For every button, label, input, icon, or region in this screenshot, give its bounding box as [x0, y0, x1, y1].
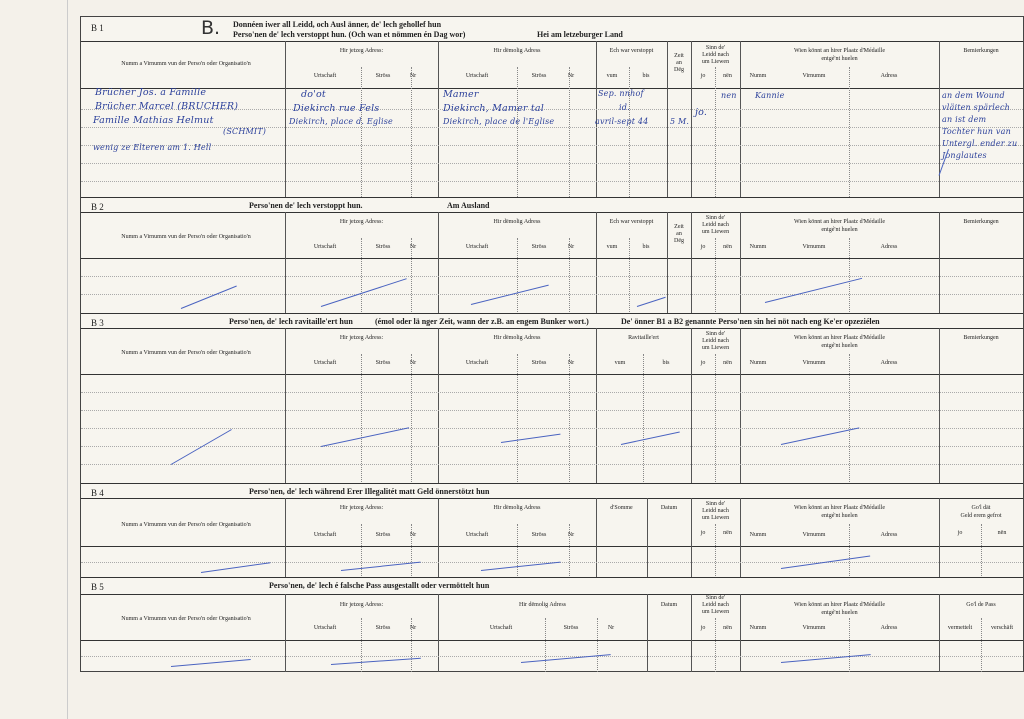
- header-zeit-deg: Dëg: [674, 67, 684, 73]
- section-code: B 3: [91, 318, 104, 328]
- header-nr-then: Nr: [567, 244, 575, 250]
- header-alive: Sinn de': [705, 215, 726, 221]
- header-nr: Nr: [409, 532, 417, 538]
- header-zeit-an: an: [676, 60, 682, 66]
- header-jo: jo: [700, 73, 706, 79]
- header-alive: Sinn de': [705, 595, 726, 601]
- header-then-address: Hir dëmolig Adress: [493, 505, 541, 511]
- hw-alive-jo: jo.: [695, 107, 708, 118]
- header-alive-2: Leidd nach: [702, 508, 729, 514]
- header-street-then: Ströss: [531, 532, 547, 538]
- header-jo: jo: [700, 625, 706, 631]
- hw-name-5: wenig ze Elteren am 1. Hell: [93, 143, 212, 152]
- header-street-then: Ströss: [531, 73, 547, 79]
- header-street-then: Ströss: [531, 244, 547, 250]
- header-virnumm: Virnumm: [802, 532, 826, 538]
- header-street: Ströss: [375, 532, 391, 538]
- header-from: vum: [606, 73, 618, 79]
- section-title: Donnéen iwer all Leidd, och Ausl änner, de' lech gehollef hun: [233, 20, 442, 29]
- header-street: Ströss: [375, 73, 391, 79]
- header-nr: Nr: [409, 360, 417, 366]
- form-letter: B.: [201, 17, 221, 39]
- header-jo: jo: [700, 360, 706, 366]
- hw-hidden-2: id.: [619, 103, 630, 112]
- section-region: Am Ausland: [447, 201, 490, 210]
- hw-name-4: (SCHMIT): [223, 127, 267, 136]
- cancel-stroke: [171, 429, 232, 465]
- header-from: vum: [614, 360, 626, 366]
- section-subtitle: Perso'nen de' lech verstoppt hun. (Och wan et nömmen én Dag wor): [233, 30, 466, 39]
- header-alive-3: um Liewen: [701, 229, 730, 235]
- header-adress: Adress: [880, 73, 898, 79]
- hw-days: 5 M.: [670, 117, 690, 126]
- header-alive-2: Leidd nach: [702, 602, 729, 608]
- section-b4: [81, 483, 1023, 578]
- section-title: Perso'nen, de' lech ravitaille'ert hun: [229, 317, 353, 326]
- header-to: bis: [662, 360, 670, 366]
- header-virnumm: Virnumm: [802, 73, 826, 79]
- header-current-address: Hir jetzeg Adress:: [339, 48, 384, 54]
- hw-hidden-3: avril-sept 44: [595, 117, 649, 126]
- header-to: bis: [642, 73, 650, 79]
- hw-name-2: Brücher Marcel (BRUCHER): [95, 101, 239, 112]
- header-alive-3: um Liewen: [701, 515, 730, 521]
- header-then-address: Hir dëmolig Adress: [493, 335, 541, 341]
- hw-name-1: Brücher Jos. a Famille: [95, 87, 207, 98]
- cancel-stroke: [621, 432, 680, 445]
- header-remarks: Bemierkungen: [963, 219, 999, 225]
- header-numm: Numm: [749, 244, 767, 250]
- header-medal: Wien könnt an hirer Plaatz d'Médaille: [794, 335, 885, 341]
- header-then-address: Hir dëmolig Adress: [493, 219, 541, 225]
- hw-current-2: Diekirch rue Fels: [293, 103, 380, 114]
- header-from: vum: [606, 244, 618, 250]
- header-street: Ströss: [375, 244, 391, 250]
- header-street: Ströss: [375, 625, 391, 631]
- header-jo: jo: [700, 530, 706, 536]
- cancel-stroke: [201, 562, 270, 573]
- header-medal: Wien könnt an hirer Plaatz d'Médaille: [794, 219, 885, 225]
- section-code: B 5: [91, 582, 104, 592]
- hw-then-3: Diekirch, place de l'Eglise: [443, 117, 555, 126]
- header-then-address: Hir dëmolig Adress: [493, 48, 541, 54]
- header-alive-3: um Liewen: [701, 609, 730, 615]
- header-numm: Numm: [749, 625, 767, 631]
- header-sum: d'Somme: [610, 505, 633, 511]
- cancel-stroke: [321, 427, 409, 447]
- hw-hidden-1: Sep. nnhof: [598, 89, 644, 98]
- header-town-then: Urtschaft: [489, 625, 513, 631]
- header-town-then: Urtschaft: [465, 244, 489, 250]
- header-nen: nën: [723, 73, 732, 79]
- header-zeit: Zeit: [674, 53, 684, 59]
- header-money-2: Geld erem gefrot: [960, 513, 1002, 519]
- header-remarks: Bemierkungen: [963, 335, 999, 341]
- cancel-stroke: [321, 278, 407, 307]
- header-nr: Nr: [409, 244, 417, 250]
- hw-current-1: do'ot: [301, 89, 326, 100]
- header-name: Numm a Virnumm vun der Perso'n oder Organisatio'n: [121, 234, 251, 240]
- header-jo: jo: [700, 244, 706, 250]
- header-to: bis: [642, 244, 650, 250]
- hw-remark-6: Jonglautes: [942, 151, 987, 160]
- header-numm: Numm: [749, 532, 767, 538]
- header-nr: Nr: [409, 73, 417, 79]
- header-money: Go'l dät: [971, 505, 991, 511]
- header-name: Numm a Virnumm vun der Perso'n oder Organisatio'n: [121, 61, 251, 67]
- header-current-address: Hir jetzeg Adress:: [339, 219, 384, 225]
- header-supplied: Ravitaille'ert: [628, 335, 659, 341]
- cancel-stroke: [781, 427, 859, 445]
- section-note: De' önner B1 a B2 genannte Perso'nen sin hei nöt nach eng Ke'er opzeziélen: [621, 317, 880, 326]
- header-alive-2: Leidd nach: [702, 338, 729, 344]
- header-street: Ströss: [375, 360, 391, 366]
- header-money-nen: nën: [997, 530, 1007, 536]
- header-obtained: verschäft: [991, 625, 1013, 631]
- header-medal-2: entgé'nt huelen: [821, 610, 858, 616]
- header-zeit-an: an: [676, 231, 682, 237]
- header-virnumm: Virnumm: [802, 244, 826, 250]
- hw-then-1: Mamer: [443, 89, 479, 100]
- header-town: Urtschaft: [313, 360, 337, 366]
- header-adress: Adress: [880, 360, 898, 366]
- hw-remark-2: vläiten spärlech: [942, 103, 1010, 112]
- header-town-then: Urtschaft: [465, 532, 489, 538]
- header-nr-then: Nr: [567, 360, 575, 366]
- cancel-stroke: [181, 286, 237, 309]
- hw-remark-3: an ist dem: [942, 115, 987, 124]
- header-remarks: Bemierkungen: [963, 48, 999, 54]
- section-b3: [81, 313, 1023, 484]
- header-alive-2: Leidd nach: [702, 52, 729, 58]
- header-town: Urtschaft: [313, 625, 337, 631]
- section-b1: [81, 17, 1023, 197]
- header-date: Datum: [660, 505, 678, 511]
- header-money-jo: jo: [957, 530, 963, 536]
- header-numm: Numm: [749, 73, 767, 79]
- hw-remark-5: Untergl. ender zu: [942, 139, 1018, 148]
- hw-current-3: Diekirch, place d. Eglise: [289, 117, 393, 126]
- header-date: Datum: [660, 602, 678, 608]
- header-name: Numm a Virnumm vun der Perso'n oder Organisatio'n: [121, 350, 251, 356]
- header-nen: nën: [723, 530, 732, 536]
- header-hidden: Ech war verstoppt: [609, 48, 654, 54]
- header-alive-3: um Liewen: [701, 345, 730, 351]
- header-pass: Go'l de Pass: [966, 602, 996, 608]
- header-current-address: Hir jetzeg Adress:: [339, 602, 384, 608]
- header-adress: Adress: [880, 625, 898, 631]
- section-title: Perso'nen, de' lech é falsche Pass ausgestallt oder vermöttelt hun: [269, 581, 490, 590]
- header-mediated: vermettelt: [947, 625, 973, 631]
- hw-medal-name: Kannie: [755, 91, 785, 100]
- header-town: Urtschaft: [313, 73, 337, 79]
- header-nr: Nr: [409, 625, 417, 631]
- section-code: B 1: [91, 23, 104, 33]
- header-medal: Wien könnt an hirer Plaatz d'Médaille: [794, 602, 885, 608]
- cancel-stroke: [765, 278, 862, 303]
- header-nr-then: Nr: [567, 532, 575, 538]
- header-town: Urtschaft: [313, 532, 337, 538]
- header-name: Numm a Virnumm vun der Perso'n oder Organisatio'n: [121, 522, 251, 528]
- section-b2: [81, 197, 1023, 314]
- header-town-then: Urtschaft: [465, 360, 489, 366]
- header-alive: Sinn de': [705, 331, 726, 337]
- header-current-address: Hir jetzeg Adress:: [339, 505, 384, 511]
- header-zeit: Zeit: [674, 224, 684, 230]
- hw-then-2: Diekirch, Mamer tal: [443, 103, 544, 114]
- header-medal: Wien könnt an hirer Plaatz d'Médaille: [794, 48, 885, 54]
- cancel-stroke: [171, 659, 251, 667]
- section-code: B 2: [91, 202, 104, 212]
- header-then-address: Hir dëmolig Adress: [519, 602, 566, 608]
- hw-remark-4: Tochter hun van: [942, 127, 1011, 136]
- header-alive-2: Leidd nach: [702, 222, 729, 228]
- header-town-then: Urtschaft: [465, 73, 489, 79]
- header-zeit-deg: Dëg: [674, 238, 684, 244]
- header-name: Numm a Virnumm vun der Perso'n oder Organisatio'n: [121, 616, 251, 622]
- cancel-stroke: [331, 658, 421, 665]
- header-nr-then: Nr: [567, 73, 575, 79]
- header-alive: Sinn de': [705, 45, 726, 51]
- header-medal-2: entgé'nt huelen: [821, 56, 858, 62]
- header-adress: Adress: [880, 532, 898, 538]
- hw-remark-1: an dem Wound: [942, 91, 1005, 100]
- hw-name-3: Famille Mathias Helmut: [93, 115, 214, 126]
- section-code: B 4: [91, 488, 104, 498]
- header-medal-2: entgé'nt huelen: [821, 343, 858, 349]
- cancel-stroke: [501, 434, 561, 443]
- header-hidden: Ech war verstoppt: [609, 219, 654, 225]
- header-street-then: Ströss: [563, 625, 579, 631]
- header-medal-2: entgé'nt huelen: [821, 227, 858, 233]
- header-numm: Numm: [749, 360, 767, 366]
- header-nen: nën: [723, 244, 732, 250]
- section-title: Perso'nen, de' lech während Erer Illegalitét matt Geld önnerstötzt hun: [249, 487, 490, 496]
- header-virnumm: Virnumm: [802, 360, 826, 366]
- section-b5: [81, 577, 1023, 672]
- section-title: Perso'nen de' lech verstoppt hun.: [249, 201, 363, 210]
- header-nen: nën: [723, 360, 732, 366]
- section-title-note: (émol oder lä nger Zeit, wann der z.B. an engem Bunker wort.): [375, 317, 589, 326]
- header-alive-3: um Liewen: [701, 59, 730, 65]
- header-medal-2: entgé'nt huelen: [821, 513, 858, 519]
- cancel-stroke: [481, 562, 561, 571]
- header-current-address: Hir jetzeg Adress:: [339, 335, 384, 341]
- header-adress: Adress: [880, 244, 898, 250]
- paper-fold: [67, 0, 68, 719]
- header-nen: nën: [723, 625, 732, 631]
- header-nr-then: Nr: [607, 625, 615, 631]
- header-town: Urtschaft: [313, 244, 337, 250]
- cancel-stroke: [637, 297, 666, 307]
- header-medal: Wien könnt an hirer Plaatz d'Médaille: [794, 505, 885, 511]
- header-alive: Sinn de': [705, 501, 726, 507]
- section-region: Hei am letzeburger Land: [537, 30, 623, 39]
- header-street-then: Ströss: [531, 360, 547, 366]
- hw-alive-nen: nen: [721, 91, 737, 100]
- header-virnumm: Virnumm: [802, 625, 826, 631]
- cancel-stroke: [341, 562, 421, 571]
- form-sheet: [80, 16, 1024, 672]
